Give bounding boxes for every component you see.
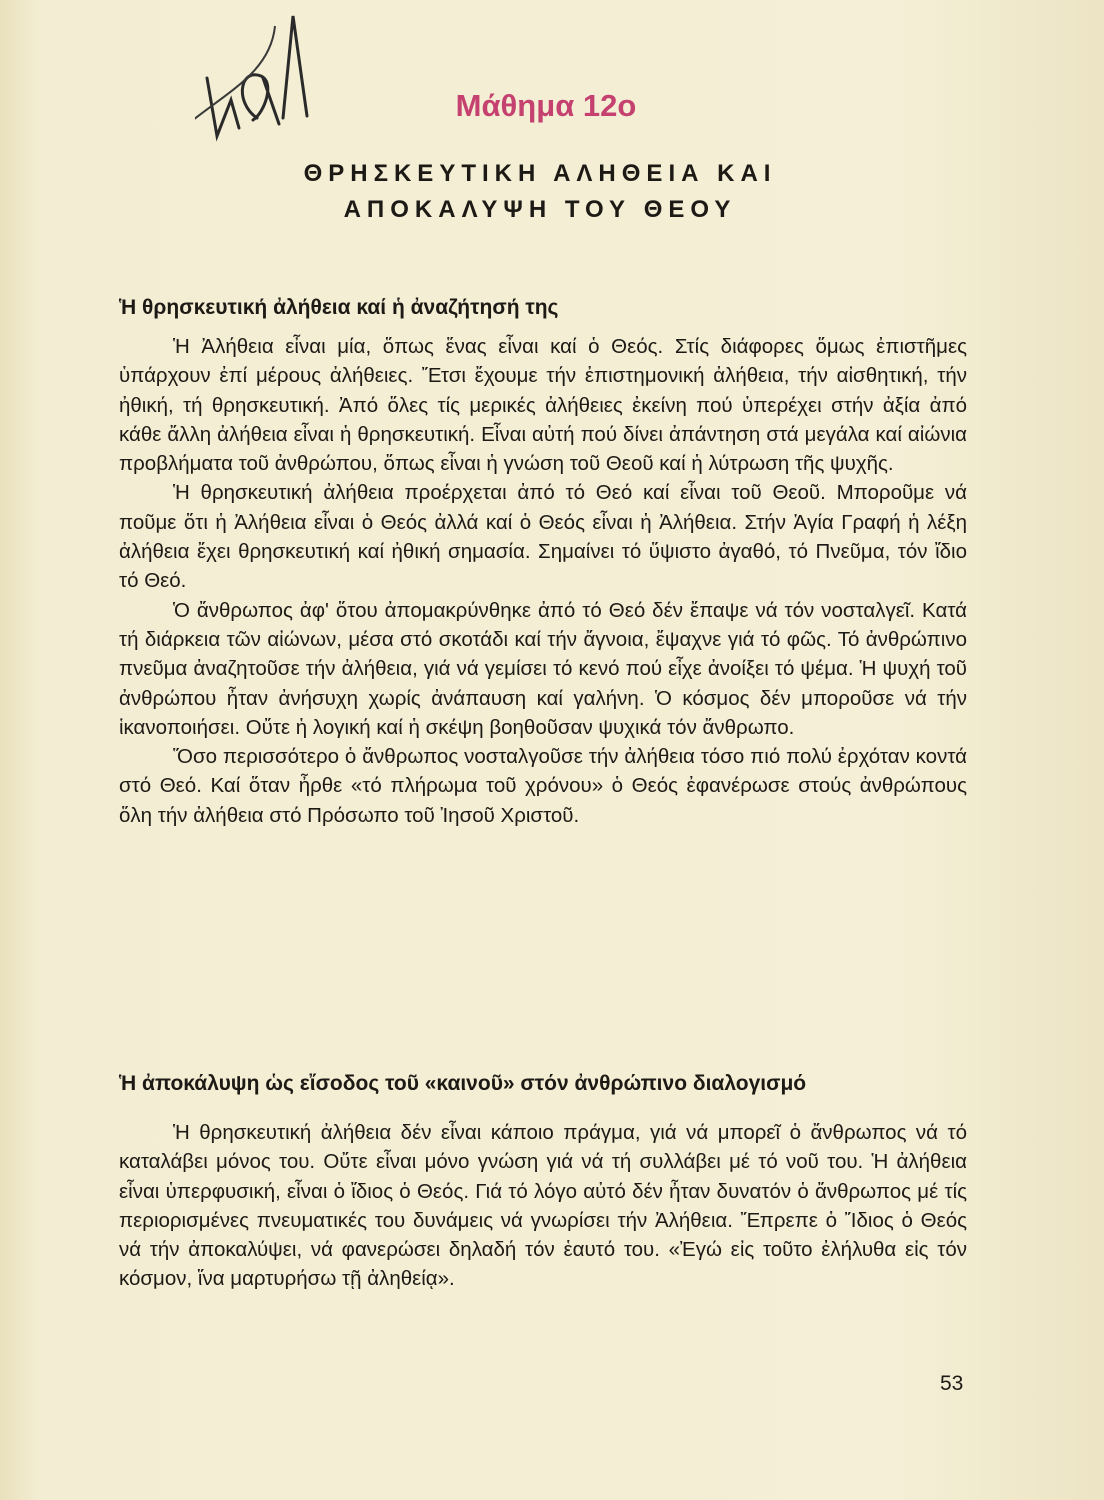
- section-heading-1: Ἡ θρησκευτική ἀλήθεια καί ἡ ἀναζήτησή της: [119, 296, 559, 319]
- paragraph: Ὁ ἄνθρωπος ἀφ' ὅτου ἀπομακρύνθηκε ἀπό τό Θεό δέν ἔπαψε νά τόν νοσταλγεῖ. Κατά τή διάρκεια τῶν αἰώνων, μέσα στό σκοτάδι καί τήν ἄγνοια, ἔψαχνε γιά τό φῶς. Τό ἀνθρώπινο πνεῦμα ἀναζητοῦσε τήν ἀλήθεια, γιά νά γεμίσει τό κενό πού εἶχε ἀνοίξει τό ψέμα. Ἡ ψυχή τοῦ ἀνθρώπου ἦταν ἀνήσυχη χωρίς ἀνάπαυση καί γαλήνη. Ὁ κόσμος δέν μποροῦσε νά τήν ἱκανοποιήσει. Οὔτε ἡ λογική καί ἡ σκέψη βοηθοῦσαν ψυχικά τόν ἄνθρωπο.: [119, 598, 967, 739]
- section-heading-2: Ἡ ἀποκάλυψη ὡς εἴσοδος τοῦ «καινοῦ» στόν ἀνθρώπινο διαλογισμό: [119, 1072, 807, 1095]
- page-title: [200, 156, 880, 228]
- handwritten-annotation: [195, 8, 335, 278]
- section-1-body: [119, 332, 967, 830]
- title-line-2: ΑΠΟΚΑΛΥΨΗ ΤΟΥ ΘΕΟΥ: [343, 196, 737, 223]
- section-2-body: [119, 1118, 967, 1294]
- paragraph: Ἡ θρησκευτική ἀλήθεια δέν εἶναι κάποιο πράγμα, γιά νά μπορεῖ ὁ ἄνθρωπος νά τό καταλάβει μόνος του. Οὔτε εἶναι μόνο γνώση γιά νά τή συλλάβει μέ τό νοῦ του. Ἡ ἀλήθεια εἶναι ὑπερφυσική, εἶναι ὁ ἴδιος ὁ Θεός. Γιά τό λόγο αὐτό δέν ἦταν δυνατόν ὁ ἄνθρωπος μέ τίς περιορισμένες πνευματικές του δυνάμεις νά γνωρίσει τήν Ἀλήθεια. Ἔπρεπε ὁ Ἴδιος ὁ Θεός νά τήν ἀποκαλύψει, νά φανερώσει δηλαδή τόν ἑαυτό του. «Ἐγώ εἰς τοῦτο ἐλήλυθα εἰς τόν κόσμον, ἵνα μαρτυρήσω τῇ ἀληθείᾳ».: [119, 1121, 967, 1291]
- lesson-number: Μάθημα 12ο: [455, 88, 637, 123]
- paragraph: Ὅσο περισσότερο ὁ ἄνθρωπος νοσταλγοῦσε τήν ἀλήθεια τόσο πιό πολύ ἐρχόταν κοντά στό Θεό. Καί ὅταν ἦρθε «τό πλήρωμα τοῦ χρόνου» ὁ Θεός ἐφανέρωσε στούς ἀνθρώπους ὅλη τήν ἀλήθεια στό Πρόσωπο τοῦ Ἰησοῦ Χριστοῦ.: [119, 745, 967, 827]
- title-line-1: ΘΡΗΣΚΕΥΤΙΚΗ ΑΛΗΘΕΙΑ ΚΑΙ: [303, 160, 777, 187]
- paragraph: Ἡ Ἀλήθεια εἶναι μία, ὅπως ἕνας εἶναι καί ὁ Θεός. Στίς διάφορες ὅμως ἐπιστῆμες ὑπάρχουν ἐπί μέρους ἀλήθειες. Ἔτσι ἔχουμε τήν ἐπιστημονική ἀλήθεια, τήν αἰσθητική, τήν ἠθική, τή θρησκευτική. Ἀπό ὅλες τίς μερικές ἀλήθειες ἐκείνη πού ὑπερέχει στήν ἀξία ἀπό κάθε ἄλλη ἀλήθεια εἶναι ἡ θρησκευτική. Εἶναι αὐτή πού δίνει ἀπάντηση στά μεγάλα καί αἰώνια προβλήματα τοῦ ἀνθρώπου, ὅπως εἶναι ἡ γνώση τοῦ Θεοῦ καί ἡ λύτρωση τῆς ψυχῆς.: [119, 335, 967, 476]
- paragraph: Ἡ θρησκευτική ἀλήθεια προέρχεται ἀπό τό Θεό καί εἶναι τοῦ Θεοῦ. Μποροῦμε νά ποῦμε ὅτι ἡ Ἀλήθεια εἶναι ὁ Θεός ἀλλά καί ὁ Θεός εἶναι ἡ Ἀλήθεια. Στήν Ἁγία Γραφή ἡ λέξη ἀλήθεια ἔχει θρησκευτική καί ἠθική σημασία. Σημαίνει τό ὕψιστο ἀγαθό, τό Πνεῦμα, τόν ἴδιο τό Θεό.: [119, 481, 967, 593]
- page-number: 53: [940, 1372, 964, 1395]
